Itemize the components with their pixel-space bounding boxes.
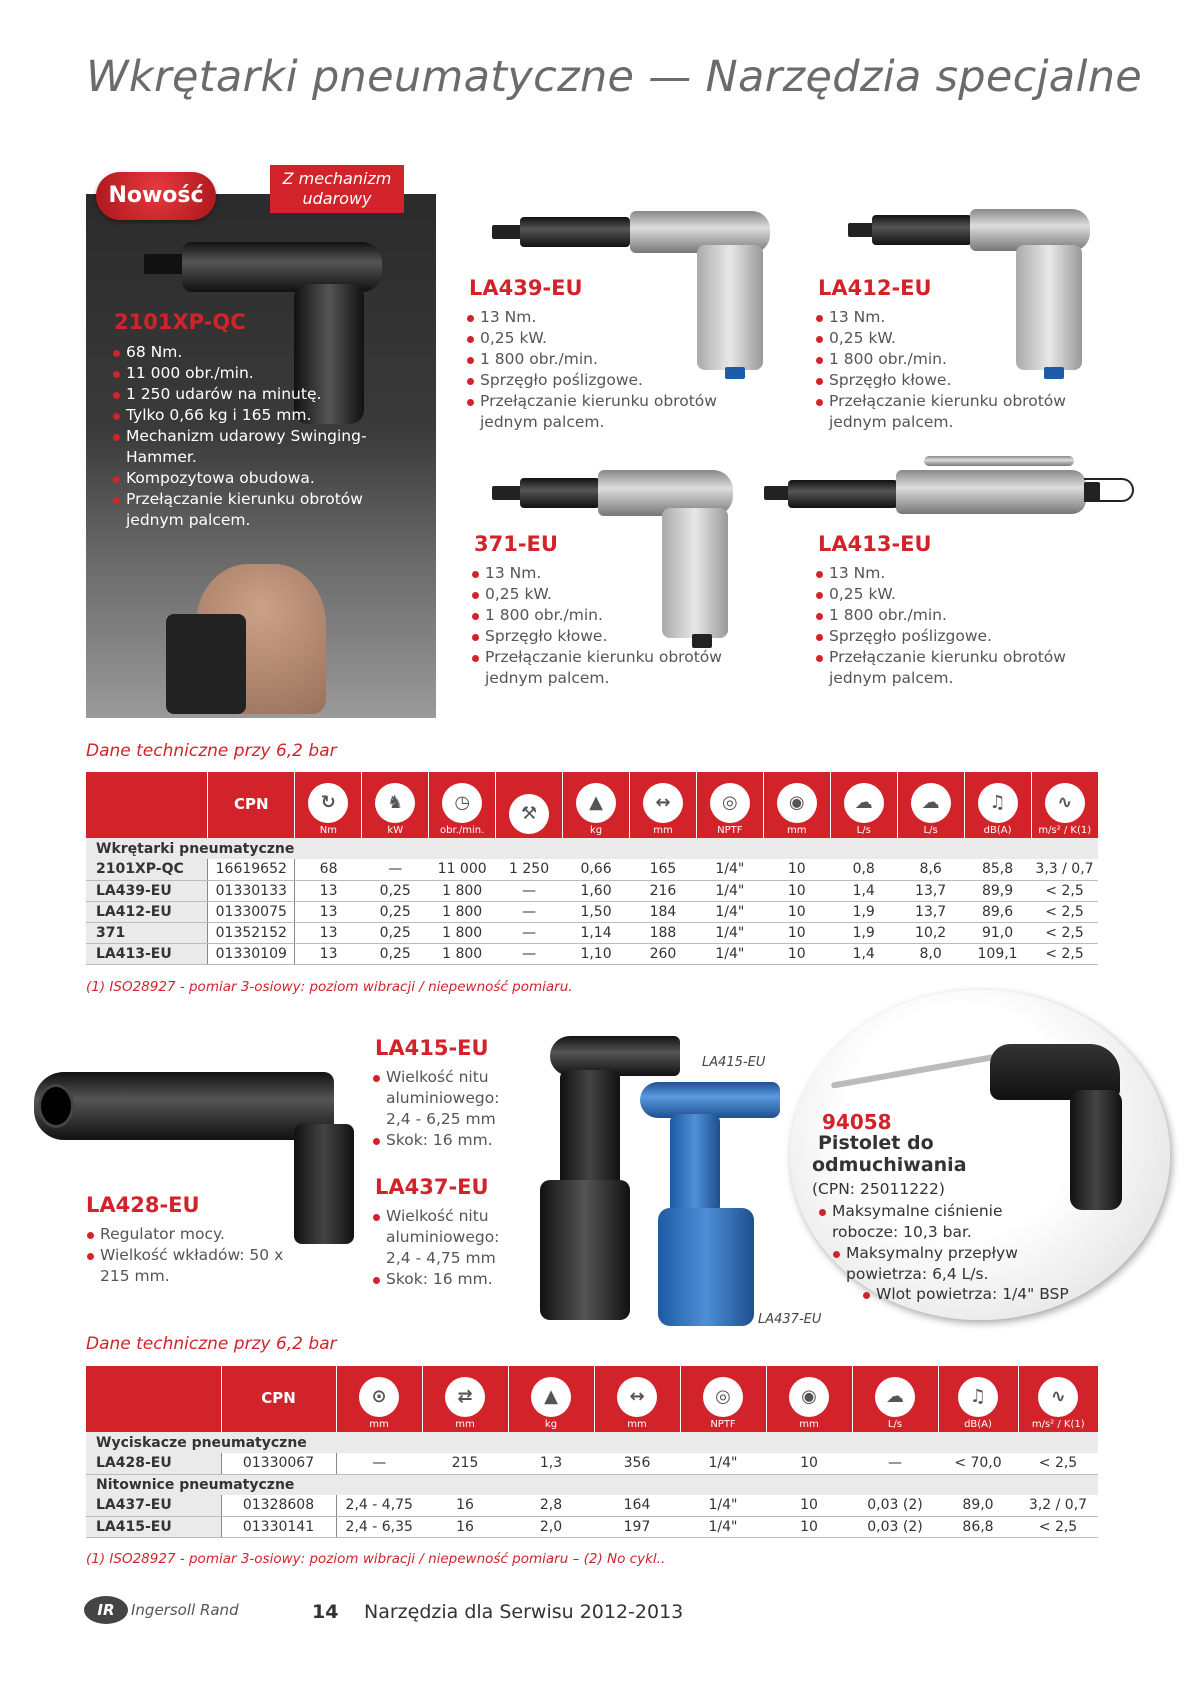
row-value: 1,4	[830, 880, 897, 901]
table-header-row	[86, 772, 1098, 838]
ingersoll-rand-logo: IR Ingersoll Rand	[84, 1596, 239, 1624]
row-value: 1/4"	[696, 922, 763, 943]
row-cpn: 16619652	[208, 859, 295, 880]
row-cpn: 01330109	[208, 943, 295, 964]
la415-features	[372, 1067, 502, 1151]
list-item: 1 800 obr./min.	[466, 349, 746, 370]
row-model: LA439-EU	[86, 880, 208, 901]
list-item: Maksymalne ciśnienie robocze: 10,3 bar.	[818, 1201, 1008, 1243]
list-item: Wielkość wkładów: 50 x 215 mm.	[86, 1245, 316, 1287]
list-item: 0,25 kW.	[815, 328, 1095, 349]
vibration-icon: ∿ m/s² / K(1)	[1031, 772, 1098, 838]
row-value: 356	[594, 1453, 680, 1474]
list-item: 11 000 obr./min.	[112, 363, 422, 384]
la437-model: LA437-EU	[375, 1175, 489, 1199]
la413-image	[764, 452, 1144, 542]
row-value: 68	[295, 859, 362, 880]
la437-caption: LA437-EU	[758, 1312, 822, 1327]
row-value: 2,4 - 4,75	[336, 1495, 422, 1516]
list-item: Maksymalny przepływ powietrza: 6,4 L/s.	[832, 1243, 1022, 1285]
list-item: 1 800 obr./min.	[471, 605, 741, 626]
row-cpn: 01352152	[208, 922, 295, 943]
table-row	[86, 943, 1098, 964]
air-inlet-icon: ◎ NPTF	[680, 1366, 766, 1432]
cpn-header: CPN	[208, 772, 295, 838]
list-item: Wielkość nitu aluminiowego: 2,4 - 4,75 mm	[372, 1206, 502, 1269]
row-value: 0,03 (2)	[852, 1495, 938, 1516]
list-item: Regulator mocy.	[86, 1224, 316, 1245]
row-value: 2,8	[508, 1495, 594, 1516]
row-value: < 70,0	[938, 1453, 1018, 1474]
row-value: 1/4"	[696, 901, 763, 922]
list-item: Sprzęgło poślizgowe.	[815, 626, 1105, 647]
weight-icon: ▲ kg	[563, 772, 630, 838]
row-value: 0,25	[362, 943, 429, 964]
row-value: 197	[594, 1516, 680, 1537]
row-value: 8,0	[897, 943, 964, 964]
page-title: Wkrętarki pneumatyczne — Narzędzia specjalne	[86, 52, 1143, 102]
row-cpn: 01330075	[208, 901, 295, 922]
list-item: Sprzęgło poślizgowe.	[466, 370, 746, 391]
table1-footnote: (1) ISO28927 - pomiar 3-osiowy: poziom wibracji / niepewność pomiaru.	[86, 979, 573, 995]
94058-name-line1: Pistolet do	[818, 1132, 934, 1154]
row-value: 165	[629, 859, 696, 880]
la413-features	[815, 563, 1105, 689]
row-value: 13	[295, 880, 362, 901]
list-item: 13 Nm.	[815, 563, 1105, 584]
la412-features	[815, 307, 1095, 433]
row-value: 1 800	[429, 922, 496, 943]
la437-image	[640, 1078, 790, 1328]
row-value: 86,8	[938, 1516, 1018, 1537]
list-item: Wielkość nitu aluminiowego: 2,4 - 6,25 mm	[372, 1067, 502, 1130]
table-row	[86, 901, 1098, 922]
la428-model: LA428-EU	[86, 1193, 200, 1217]
table-row	[86, 859, 1098, 880]
table2-footnote: (1) ISO28927 - pomiar 3-osiowy: poziom wibracji / niepewność pomiaru – (2) No cykl..	[86, 1551, 666, 1567]
row-value: 1,9	[830, 901, 897, 922]
row-value: —	[496, 901, 563, 922]
tool-in-use-image	[166, 614, 246, 714]
row-cpn: 01328608	[221, 1495, 336, 1516]
table2-body-2	[86, 1495, 1098, 1537]
list-item: 0,25 kW.	[466, 328, 746, 349]
table-row	[86, 1516, 1098, 1537]
row-value: 16	[422, 1495, 508, 1516]
footer-text: Narzędzia dla Serwisu 2012-2013	[364, 1601, 684, 1623]
row-value: < 2,5	[1031, 880, 1098, 901]
list-item: Przełączanie kierunku obrotów jednym palcem.	[815, 391, 1095, 433]
row-value: 10	[763, 922, 830, 943]
row-value: 89,6	[964, 901, 1031, 922]
row-value: 2,0	[508, 1516, 594, 1537]
row-value: 13,7	[897, 901, 964, 922]
list-item: 1 800 obr./min.	[815, 349, 1095, 370]
row-model: LA413-EU	[86, 943, 208, 964]
row-value: 1 800	[429, 901, 496, 922]
table2-label: Dane techniczne przy 6,2 bar	[86, 1334, 337, 1354]
air-inlet-icon: ◎ NPTF	[696, 772, 763, 838]
list-item: Kompozytowa obudowa.	[112, 468, 422, 489]
row-value: —	[496, 880, 563, 901]
row-value: 10,2	[897, 922, 964, 943]
94058-name-line2: odmuchiwania	[812, 1154, 967, 1176]
list-item: Sprzęgło kłowe.	[815, 370, 1095, 391]
list-item: 13 Nm.	[815, 307, 1095, 328]
row-value: 10	[766, 1453, 852, 1474]
row-value: 10	[766, 1516, 852, 1537]
new-badge: Nowość	[96, 172, 216, 220]
table-group-row: Wyciskacze pneumatyczne	[86, 1432, 1098, 1453]
row-value: 1/4"	[680, 1453, 766, 1474]
table1	[86, 772, 1098, 965]
row-value: < 2,5	[1018, 1516, 1098, 1537]
row-value: 10	[766, 1495, 852, 1516]
row-value: 1 250	[496, 859, 563, 880]
row-cpn: 01330067	[221, 1453, 336, 1474]
row-value: < 2,5	[1031, 901, 1098, 922]
row-value: 16	[422, 1516, 508, 1537]
row-value: 164	[594, 1495, 680, 1516]
row-value: 184	[629, 901, 696, 922]
table-group-row: Wkrętarki pneumatyczne	[86, 838, 1098, 859]
list-item: Przełączanie kierunku obrotów jednym palcem.	[471, 647, 741, 689]
row-model: LA428-EU	[86, 1453, 221, 1474]
row-value: 1,4	[830, 943, 897, 964]
list-item: Sprzęgło kłowe.	[471, 626, 741, 647]
row-value: < 2,5	[1031, 943, 1098, 964]
94058-cpn: (CPN: 25011222)	[812, 1180, 945, 1198]
hero-model: 2101XP-QC	[114, 310, 246, 334]
row-model: 2101XP-QC	[86, 859, 208, 880]
row-value: —	[362, 859, 429, 880]
row-value: 215	[422, 1453, 508, 1474]
row-value: 1,9	[830, 922, 897, 943]
row-value: 1,50	[563, 901, 630, 922]
row-value: 216	[629, 880, 696, 901]
hose-icon: ◉ mm	[766, 1366, 852, 1432]
list-item: 0,25 kW.	[471, 584, 741, 605]
row-value: 3,3 / 0,7	[1031, 859, 1098, 880]
cpn-header: CPN	[221, 1366, 336, 1432]
torque-icon: ↻ Nm	[295, 772, 362, 838]
row-value: 0,25	[362, 922, 429, 943]
row-value: 2,4 - 6,35	[336, 1516, 422, 1537]
row-value: 260	[629, 943, 696, 964]
row-value: 0,66	[563, 859, 630, 880]
row-value: —	[496, 922, 563, 943]
row-value: 0,25	[362, 880, 429, 901]
table-group-row: Nitownice pneumatyczne	[86, 1474, 1098, 1495]
list-item: 13 Nm.	[466, 307, 746, 328]
table-row	[86, 880, 1098, 901]
la428-features	[86, 1224, 316, 1287]
row-model: LA412-EU	[86, 901, 208, 922]
table-row	[86, 1495, 1098, 1516]
headphones-icon: ♫ dB(A)	[938, 1366, 1018, 1432]
row-value: 1/4"	[696, 943, 763, 964]
371-model: 371-EU	[474, 532, 558, 556]
list-item: Skok: 16 mm.	[372, 1269, 502, 1290]
row-model: LA415-EU	[86, 1516, 221, 1537]
list-item: Skok: 16 mm.	[372, 1130, 502, 1151]
hose-icon: ◉ mm	[763, 772, 830, 838]
94058-feature-2	[832, 1243, 1022, 1285]
list-item: Wlot powietrza: 1/4" BSP	[862, 1284, 1122, 1305]
row-value: 10	[763, 859, 830, 880]
row-model: LA437-EU	[86, 1495, 221, 1516]
table2	[86, 1366, 1098, 1538]
row-value: 89,9	[964, 880, 1031, 901]
vibration-icon: ∿ m/s² / K(1)	[1018, 1366, 1098, 1432]
list-item: Przełączanie kierunku obrotów jednym palcem.	[112, 489, 422, 531]
la439-model: LA439-EU	[469, 276, 583, 300]
row-value: 1,10	[563, 943, 630, 964]
max-air-consumption-icon: ☁ L/s	[897, 772, 964, 838]
row-value: 1/4"	[696, 859, 763, 880]
row-value: —	[496, 943, 563, 964]
row-value: 10	[763, 943, 830, 964]
list-item: 1 250 udarów na minutę.	[112, 384, 422, 405]
94058-feature-1	[818, 1201, 1008, 1243]
row-value: 3,2 / 0,7	[1018, 1495, 1098, 1516]
la412-model: LA412-EU	[818, 276, 932, 300]
headphones-icon: ♫ dB(A)	[964, 772, 1031, 838]
row-value: 188	[629, 922, 696, 943]
horse-icon: ♞ kW	[362, 772, 429, 838]
row-value: 0,25	[362, 901, 429, 922]
row-value: 1,60	[563, 880, 630, 901]
length-icon: ↔ mm	[629, 772, 696, 838]
list-item: Przełączanie kierunku obrotów jednym palcem.	[815, 647, 1105, 689]
page-number: 14	[312, 1601, 339, 1623]
row-value: —	[336, 1453, 422, 1474]
table-row	[86, 922, 1098, 943]
list-item: 68 Nm.	[112, 342, 422, 363]
94058-model: 94058	[822, 1110, 892, 1134]
row-value: 8,6	[897, 859, 964, 880]
row-value: 11 000	[429, 859, 496, 880]
row-value: 1/4"	[696, 880, 763, 901]
list-item: 1 800 obr./min.	[815, 605, 1105, 626]
row-value: 1 800	[429, 943, 496, 964]
row-value: 1,14	[563, 922, 630, 943]
weight-icon: ▲ kg	[508, 1366, 594, 1432]
mechanism-badge: Z mechanizm udarowy	[270, 165, 404, 213]
row-value: 91,0	[964, 922, 1031, 943]
la413-model: LA413-EU	[818, 532, 932, 556]
list-item: 0,25 kW.	[815, 584, 1105, 605]
row-value: 89,0	[938, 1495, 1018, 1516]
table-row	[86, 1453, 1098, 1474]
la415-model: LA415-EU	[375, 1036, 489, 1060]
la437-features	[372, 1206, 502, 1290]
stroke-icon: ⇄ mm	[422, 1366, 508, 1432]
table2-body-1	[86, 1453, 1098, 1474]
row-cpn: 01330133	[208, 880, 295, 901]
row-cpn: 01330141	[221, 1516, 336, 1537]
list-item: Przełączanie kierunku obrotów jednym palcem.	[466, 391, 746, 433]
row-value: 13	[295, 943, 362, 964]
air-consumption-icon: ☁ L/s	[830, 772, 897, 838]
length-icon: ↔ mm	[594, 1366, 680, 1432]
nozzle-icon: ⊙ mm	[336, 1366, 422, 1432]
row-value: 0,03 (2)	[852, 1516, 938, 1537]
ir-logo-icon: IR	[84, 1596, 128, 1624]
row-value: < 2,5	[1031, 922, 1098, 943]
row-value: 1/4"	[680, 1516, 766, 1537]
hammer-icon: ⚒	[496, 772, 563, 838]
list-item: Tylko 0,66 kg i 165 mm.	[112, 405, 422, 426]
la415-caption: LA415-EU	[702, 1055, 766, 1070]
row-value: 10	[763, 901, 830, 922]
row-value: 1 800	[429, 880, 496, 901]
list-item: 13 Nm.	[471, 563, 741, 584]
table1-body	[86, 859, 1098, 964]
row-value: 13,7	[897, 880, 964, 901]
row-value: 1/4"	[680, 1495, 766, 1516]
hero-features	[112, 342, 422, 531]
371-features	[471, 563, 741, 689]
row-value: 1,3	[508, 1453, 594, 1474]
row-value: 13	[295, 922, 362, 943]
row-value: < 2,5	[1018, 1453, 1098, 1474]
94058-feature-3	[862, 1284, 1122, 1305]
row-model: 371	[86, 922, 208, 943]
row-value: 109,1	[964, 943, 1031, 964]
row-value: 10	[763, 880, 830, 901]
row-value: 13	[295, 901, 362, 922]
max-air-consumption-icon: ☁ L/s	[852, 1366, 938, 1432]
table-header-row	[86, 1366, 1098, 1432]
row-value: 0,8	[830, 859, 897, 880]
table1-label: Dane techniczne przy 6,2 bar	[86, 741, 337, 761]
list-item: Mechanizm udarowy Swinging-Hammer.	[112, 426, 422, 468]
la439-features	[466, 307, 746, 433]
row-value: 85,8	[964, 859, 1031, 880]
row-value: —	[852, 1453, 938, 1474]
speed-icon: ◷ obr./min.	[429, 772, 496, 838]
